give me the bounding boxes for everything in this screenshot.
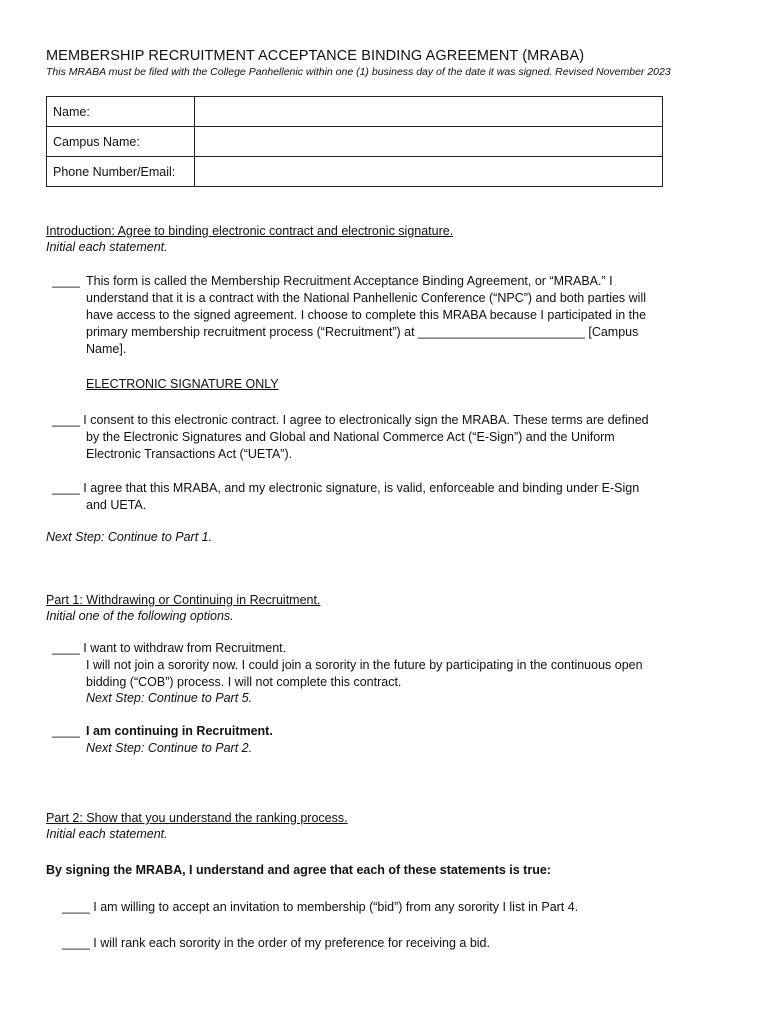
intro-statement2-line2: by the Electronic Signatures and Global and National Commerce Act (“E-Sign”) and the Uniform xyxy=(86,430,615,444)
document-title: MEMBERSHIP RECRUITMENT ACCEPTANCE BINDING AGREEMENT (MRABA) xyxy=(46,48,585,64)
intro-statement3-line2: and UETA. xyxy=(86,498,147,512)
part1-instruction: Initial one of the following options. xyxy=(46,609,234,623)
part1-heading: Part 1: Withdrawing or Continuing in Recruitment. xyxy=(46,593,321,607)
part1-option1-next: Next Step: Continue to Part 5. xyxy=(86,691,253,705)
intro-statement1-line3: have access to the signed agreement. I choose to complete this MRABA because I participated in the xyxy=(86,308,647,322)
intro-instruction: Initial each statement. xyxy=(46,240,168,254)
contact-label: Phone Number/Email: xyxy=(47,157,195,187)
part2-statement1[interactable]: ____ I am willing to accept an invitation to membership (“bid”) from any sorority I list in Part 4. xyxy=(62,900,579,914)
part1-option1-line2: I will not join a sorority now. I could join a sorority in the future by participating in the continuous open xyxy=(86,658,643,672)
intro-statement2-line1[interactable]: ____ I consent to this electronic contract. I agree to electronically sign the MRABA. These terms are defined xyxy=(52,413,649,427)
campus-row xyxy=(47,127,663,157)
part2-instruction: Initial each statement. xyxy=(46,827,168,841)
info-table xyxy=(46,96,663,187)
part1-option2-next: Next Step: Continue to Part 2. xyxy=(86,741,253,755)
intro-statement1-line5: Name]. xyxy=(86,342,127,356)
part2-heading: Part 2: Show that you understand the ranking process. xyxy=(46,811,348,825)
part1-option1-line1[interactable]: ____ I want to withdraw from Recruitment. xyxy=(52,641,287,655)
campus-label: Campus Name: xyxy=(47,127,195,157)
intro-heading: Introduction: Agree to binding electronic contract and electronic signature. xyxy=(46,224,454,238)
part1-option2-blank[interactable]: ____ xyxy=(52,724,80,738)
contact-row xyxy=(47,157,663,187)
intro-statement2-line3: Electronic Transactions Act (“UETA”). xyxy=(86,447,293,461)
name-row xyxy=(47,97,663,127)
name-label: Name: xyxy=(47,97,195,127)
part1-option2-text: I am continuing in Recruitment. xyxy=(86,724,273,738)
intro-statement1-line2: understand that it is a contract with the National Panhellenic Conference (“NPC”) and both parties will xyxy=(86,291,647,305)
campus-field[interactable] xyxy=(195,127,663,157)
name-field[interactable] xyxy=(195,97,663,127)
intro-next-step: Next Step: Continue to Part 1. xyxy=(46,530,213,544)
intro-statement1-line1: This form is called the Membership Recruitment Acceptance Binding Agreement, or “MRABA.” I xyxy=(86,274,613,288)
part1-option1-line3: bidding (“COB”) process. I will not complete this contract. xyxy=(86,675,402,689)
contact-field[interactable] xyxy=(195,157,663,187)
intro-statement3-line1[interactable]: ____ I agree that this MRABA, and my electronic signature, is valid, enforceable and binding under E-Sign xyxy=(52,481,640,495)
intro-statement1-blank[interactable]: ____ xyxy=(52,274,80,288)
intro-statement1-line4: primary membership recruitment process (“Recruitment”) at ________________________ [Campus xyxy=(86,325,639,339)
esig-heading: ELECTRONIC SIGNATURE ONLY xyxy=(86,377,279,391)
part2-lead: By signing the MRABA, I understand and agree that each of these statements is true: xyxy=(46,863,551,877)
part2-statement2[interactable]: ____ I will rank each sorority in the order of my preference for receiving a bid. xyxy=(62,936,490,950)
document-subtitle: This MRABA must be filed with the College Panhellenic within one (1) business day of the date it was signed. Revised November 2023 xyxy=(46,66,671,78)
